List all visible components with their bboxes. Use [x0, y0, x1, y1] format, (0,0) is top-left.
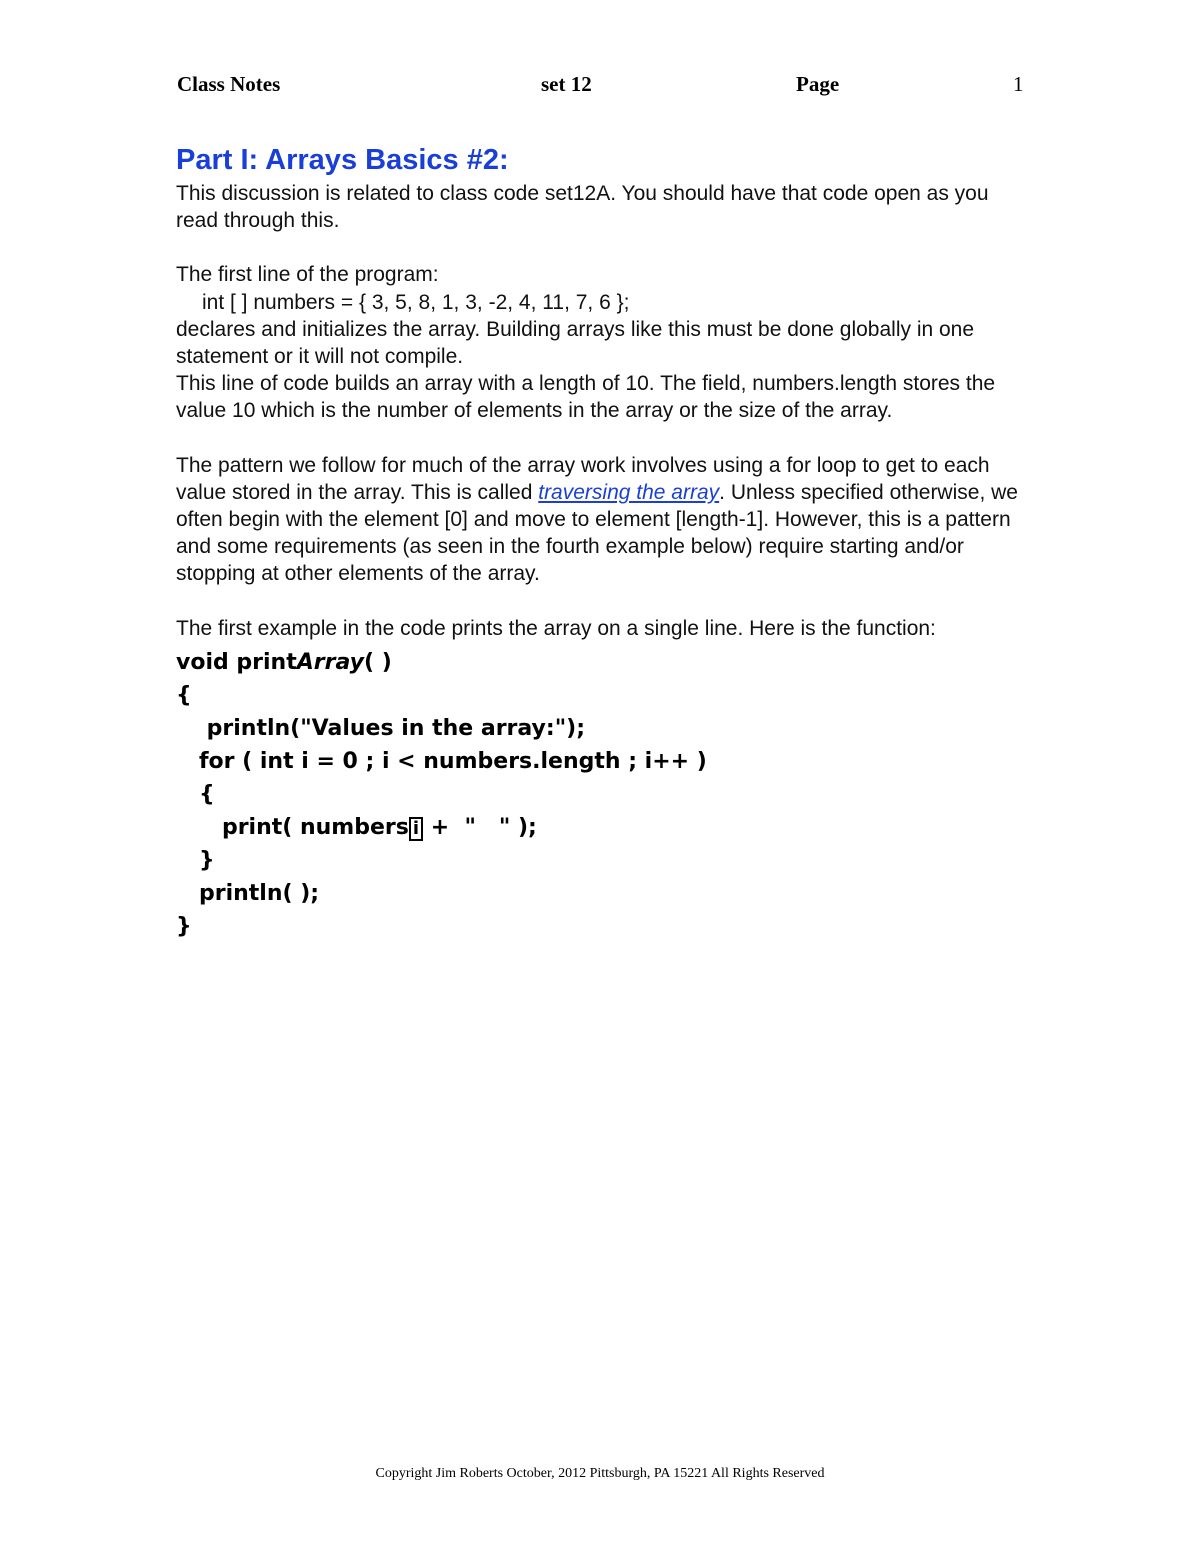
paragraph-declares: declares and initializes the array. Building arrays like this must be done globally in one statement or it will not compile. — [176, 317, 975, 369]
code-line-for: for ( int i = 0 ; i < numbers.length ; i++ ) — [176, 748, 707, 774]
code-line-print — [176, 811, 1036, 844]
code-print-numbers: print( numbers — [176, 814, 409, 840]
code-block — [176, 646, 1036, 943]
header-center: set 12 — [541, 72, 592, 96]
header-page-label: Page — [796, 72, 840, 96]
main-content — [176, 140, 1036, 943]
code-line-close-brace: } — [176, 913, 192, 939]
pattern-text-before: The pattern we follow for much of the array work involves using a for loop to get to each value stored in the array. This is called — [176, 453, 990, 504]
code-parens: ( ) — [363, 649, 392, 675]
copyright-footer: Copyright Jim Roberts October, 2012 Pittsburgh, PA 15221 All Rights Reserved — [375, 1466, 825, 1481]
code-line-println-empty: println( ); — [176, 880, 320, 906]
traversing-array-link[interactable]: traversing the array — [538, 480, 720, 504]
code-line-inner-open: { — [176, 781, 215, 807]
pattern-text-after: . Unless specified otherwise, we often begin with the element [0] and move to element [length-1]. However, this is a pattern and some requirements (as seen in the fourth example below) require starting and/or stopping at other elements of the array. — [176, 480, 1018, 586]
code-void-print: void print — [176, 649, 297, 675]
section-title: Part I: Arrays Basics #2: — [176, 144, 509, 176]
code-line-inner-close: } — [176, 847, 215, 873]
array-declaration-line: int [ ] numbers = { 3, 5, 8, 1, 3, -2, 4, 11, 7, 6 }; — [202, 290, 630, 314]
header-page-number: 1 — [1013, 72, 1024, 96]
paragraph-length: This line of code builds an array with a length of 10. The field, numbers.length stores the value 10 which is the number of elements in the array or the size of the array. — [176, 372, 996, 423]
paragraph-first-example: The first example in the code prints the array on a single line. Here is the function: — [176, 616, 936, 640]
paragraph-pattern — [176, 452, 1036, 588]
code-line-open-brace: { — [176, 682, 192, 708]
code-index-box: i — [409, 817, 423, 841]
code-array-word: Array — [296, 649, 364, 675]
paragraph-first-line-intro: The first line of the program: — [176, 263, 439, 287]
header-left: Class Notes — [177, 72, 281, 96]
code-line-println: println("Values in the array:"); — [176, 715, 586, 741]
code-line-signature — [176, 646, 1036, 679]
paragraph-intro: This discussion is related to class code set12A. You should have that code open as you read through this. — [176, 182, 989, 233]
code-print-rest: + " " ); — [423, 814, 537, 840]
